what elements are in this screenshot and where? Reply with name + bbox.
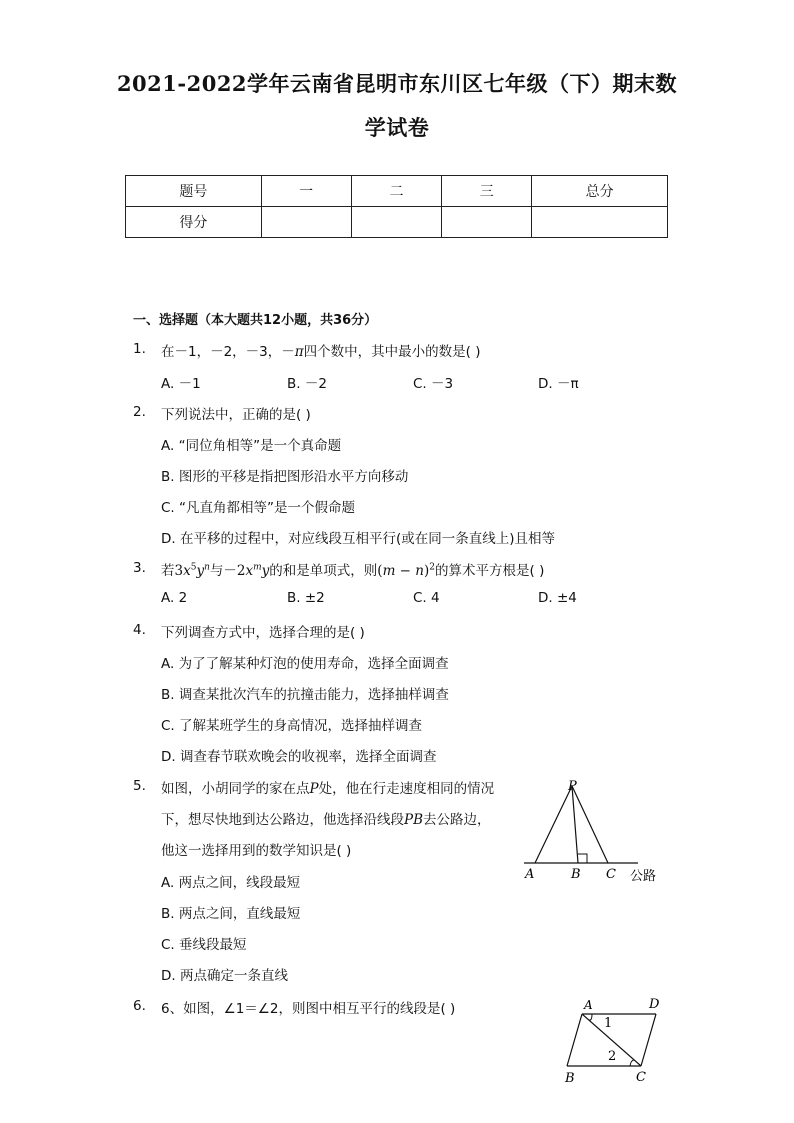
- option-c[interactable]: C. 了解某班学生的身高情况，选择抽样调查: [161, 718, 423, 734]
- question-number: 3.: [133, 560, 146, 576]
- stem-text: 若: [161, 563, 175, 579]
- score-cell[interactable]: [351, 207, 442, 238]
- math-var: y: [261, 563, 270, 579]
- label-angle-1: 1: [604, 1016, 613, 1031]
- option-b[interactable]: B. 调查某批次汽车的抗撞击能力，选择抽样调查: [161, 687, 449, 703]
- stem-text: 去公路边，: [423, 812, 491, 828]
- right-angle-mark: [578, 854, 587, 863]
- option-a[interactable]: A. 为了了解某种灯泡的使用寿命，选择全面调查: [161, 656, 449, 672]
- option-d[interactable]: D. ±4: [538, 590, 577, 606]
- option-d[interactable]: D. 调查春节联欢晚会的收视率，选择全面调查: [161, 749, 437, 765]
- option-a[interactable]: A. 两点之间，线段最短: [161, 875, 301, 891]
- stem-text: 在－1，－2，－3，－: [161, 344, 295, 360]
- exam-title-line1: 2021-2022学年云南省昆明市东川区七年级（下）期末数: [116, 71, 678, 96]
- math-exp: n: [204, 562, 210, 573]
- option-b[interactable]: B. －2: [287, 376, 327, 392]
- question-number: 6.: [133, 998, 146, 1014]
- label-b: B: [565, 1071, 575, 1086]
- math-coef: 3: [174, 563, 184, 579]
- question-number: 5.: [133, 778, 146, 794]
- math-op: −: [395, 563, 416, 579]
- segment-ab: [567, 1014, 582, 1066]
- score-header-cell: 二: [351, 176, 442, 207]
- label-p: P: [568, 779, 577, 794]
- label-a: A: [584, 998, 593, 1012]
- option-b[interactable]: B. 两点之间，直线最短: [161, 906, 301, 922]
- stem-text: 处，他在行走速度相同的情况: [318, 781, 495, 797]
- stem-text: 如图，小胡同学的家在点: [161, 781, 310, 797]
- math-var: n: [415, 563, 424, 579]
- question-stem: 下列调查方式中，选择合理的是( ): [161, 625, 365, 641]
- option-a[interactable]: A. 2: [161, 590, 188, 606]
- label-c: C: [636, 1070, 646, 1085]
- label-b: B: [571, 867, 581, 882]
- label-a: A: [525, 867, 535, 882]
- question-number: 2.: [133, 404, 146, 420]
- option-a[interactable]: A. “同位角相等”是一个真命题: [161, 438, 342, 454]
- question-stem-line2: [161, 808, 491, 828]
- math-coef: －2: [223, 563, 246, 579]
- math-paren: (: [377, 563, 383, 579]
- label-road: 公路: [630, 869, 657, 884]
- math-var: P: [309, 781, 319, 797]
- angle-1-arc: [589, 1014, 592, 1020]
- math-var: y: [196, 563, 205, 579]
- option-d[interactable]: D. 两点确定一条直线: [161, 968, 288, 984]
- option-b[interactable]: B. 图形的平移是指把图形沿水平方向移动: [161, 469, 409, 485]
- math-exp: 5: [190, 562, 197, 573]
- option-b[interactable]: B. ±2: [287, 590, 325, 606]
- exam-title-line2: 学试卷: [364, 115, 430, 140]
- option-d[interactable]: D. －π: [538, 376, 579, 392]
- option-a[interactable]: A. －1: [161, 376, 201, 392]
- stem-text: 的算术平方根是( ): [435, 563, 545, 579]
- math-var: PB: [404, 812, 424, 828]
- label-angle-2: 2: [608, 1049, 617, 1064]
- question-stem: 6、如图，∠1＝∠2，则图中相互平行的线段是( ): [161, 1001, 456, 1017]
- pi-symbol: π: [294, 344, 304, 360]
- score-table: [125, 175, 668, 238]
- segment-pa: [535, 786, 572, 863]
- road-figure: [520, 776, 670, 886]
- label-c: C: [606, 867, 616, 882]
- option-c[interactable]: C. 4: [413, 590, 440, 606]
- option-c[interactable]: C. －3: [413, 376, 454, 392]
- stem-text: 的和是单项式，则: [269, 563, 378, 579]
- math-var: x: [183, 563, 191, 579]
- parallelogram-figure: [556, 994, 671, 1089]
- angle-2-arc: [630, 1060, 634, 1066]
- stem-text: 下，想尽快地到达公路边，他选择沿线段: [161, 812, 404, 828]
- score-table-header-row: [126, 176, 668, 207]
- question-stem: [161, 340, 480, 360]
- question-stem-line1: [161, 777, 494, 797]
- question-stem: 下列说法中，正确的是( ): [161, 407, 311, 423]
- score-header-cell: 一: [261, 176, 351, 207]
- math-exp: 2: [429, 562, 436, 573]
- math-var: m: [382, 563, 396, 579]
- stem-text: 与: [209, 563, 224, 579]
- question-stem-line3: 他这一选择用到的数学知识是( ): [161, 843, 352, 859]
- section-heading: 一、选择题（本大题共12小题，共36分）: [133, 313, 378, 328]
- score-header-cell: 总分: [532, 176, 668, 207]
- question-number: 4.: [133, 622, 146, 638]
- math-var: x: [245, 563, 254, 579]
- score-row-label: 得分: [126, 207, 262, 238]
- math-paren: ): [424, 563, 430, 579]
- stem-text: 四个数中，其中最小的数是( ): [303, 344, 481, 360]
- option-c[interactable]: C. “凡直角都相等”是一个假命题: [161, 500, 355, 516]
- label-d: D: [649, 997, 660, 1012]
- score-table-score-row: [126, 207, 668, 238]
- math-exp: m: [253, 562, 262, 573]
- option-d[interactable]: D. 在平移的过程中，对应线段互相平行(或在同一条直线上)且相等: [161, 531, 556, 547]
- question-number: 1.: [133, 341, 146, 357]
- score-header-cell: 三: [442, 176, 532, 207]
- score-header-cell: 题号: [126, 176, 262, 207]
- question-stem: [161, 559, 544, 579]
- score-cell[interactable]: [261, 207, 351, 238]
- score-cell[interactable]: [532, 207, 668, 238]
- segment-dc: [641, 1014, 656, 1066]
- score-cell[interactable]: [442, 207, 532, 238]
- option-c[interactable]: C. 垂线段最短: [161, 937, 247, 953]
